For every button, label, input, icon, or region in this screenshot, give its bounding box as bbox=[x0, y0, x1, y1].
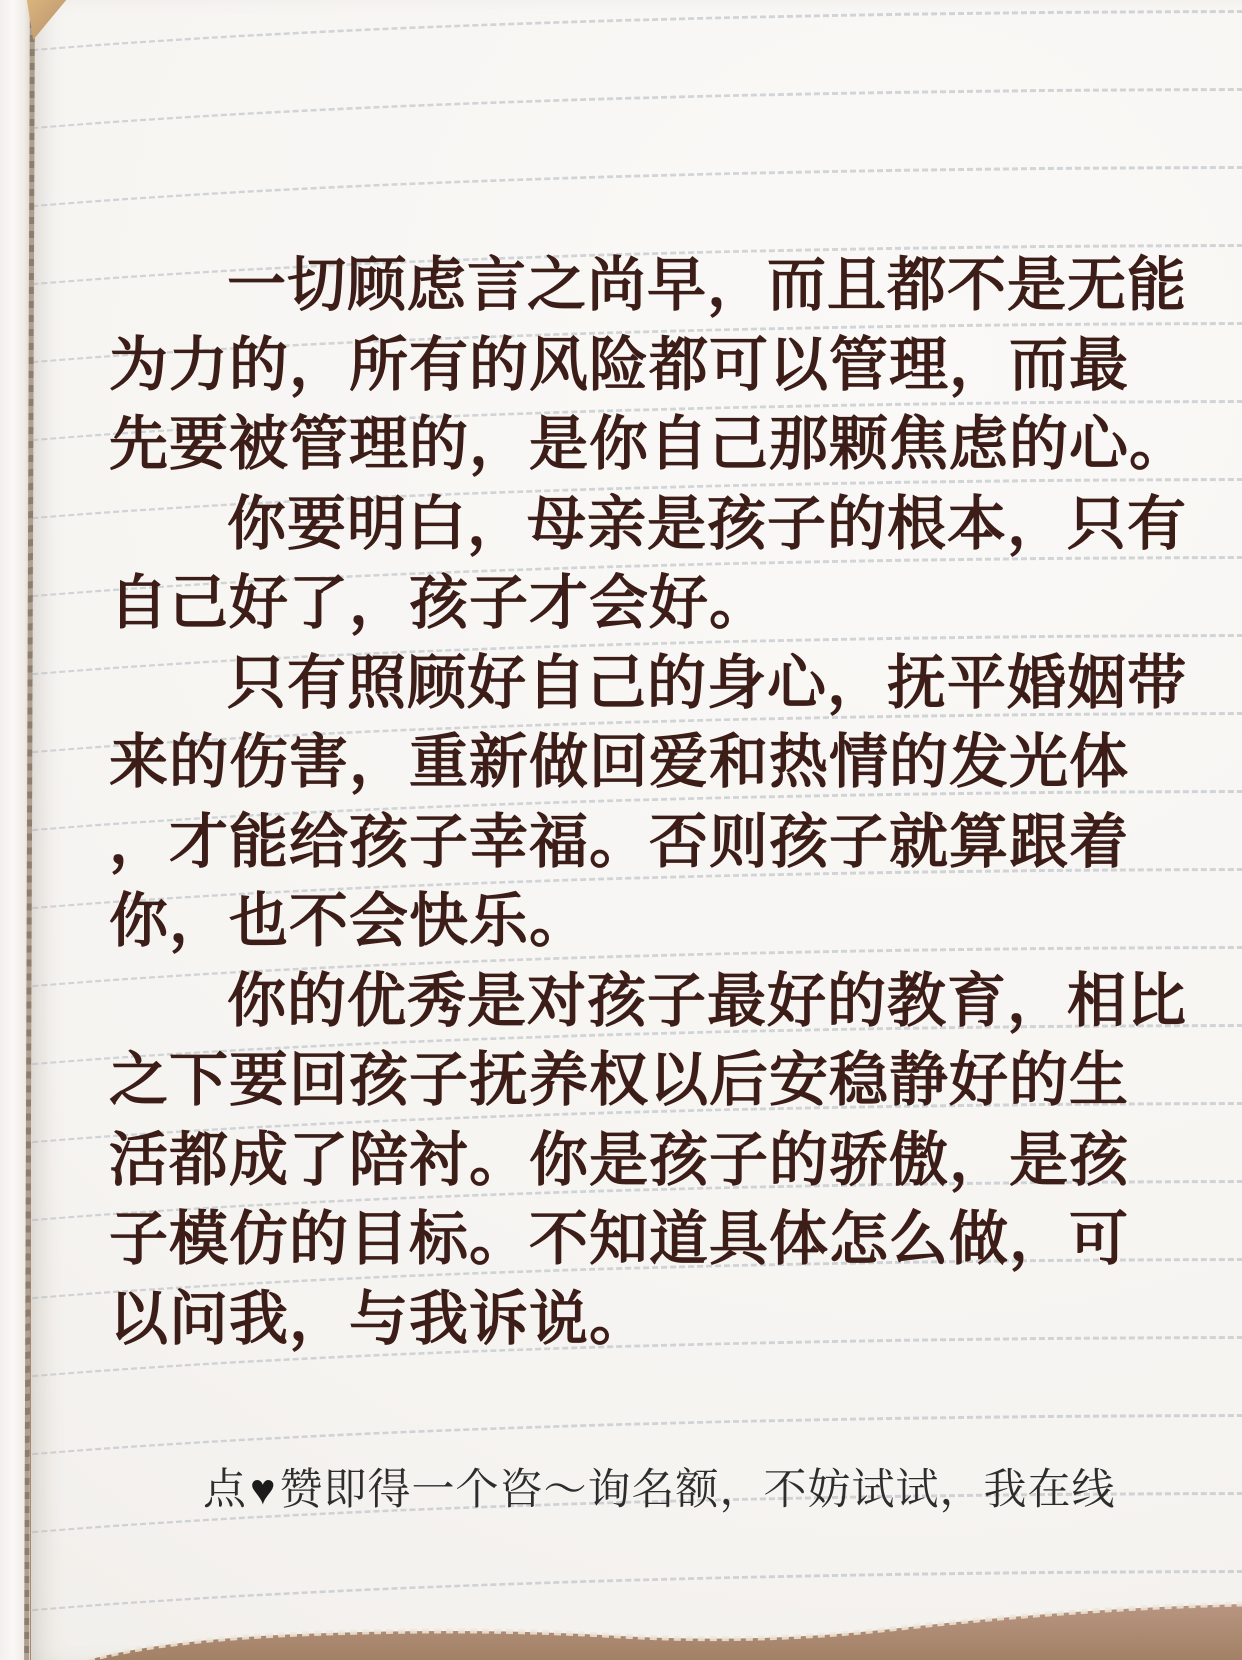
text-line: 只有照顾好自己的身心，抚平婚姻带 bbox=[227, 649, 1188, 716]
text-line: 你，也不会快乐。 bbox=[109, 888, 590, 954]
text-line: 你要明白，母亲是孩子的根本，只有 bbox=[227, 490, 1188, 557]
text-line: 之下要回孩子抚养权以后安稳静好的生 bbox=[109, 1047, 1130, 1113]
text-line: 先要被管理的，是你自己那颗焦虑的心。 bbox=[109, 411, 1190, 477]
caption-suffix: 赞即得一个咨～询名额，不妨试试，我在线 bbox=[279, 1466, 1116, 1514]
text-line: 自己好了，孩子才会好。 bbox=[109, 570, 770, 636]
text-line: 以问我，与我诉说。 bbox=[109, 1285, 650, 1352]
text-line: ，才能给孩子幸福。否则孩子就算跟着 bbox=[109, 808, 1130, 875]
heart-icon: ♥ bbox=[250, 1466, 277, 1514]
text-line: 子模仿的目标。不知道具体怎么做，可 bbox=[109, 1206, 1130, 1272]
text-line: 一切顾虑言之尚早，而且都不是无能 bbox=[227, 252, 1188, 318]
desk-surface bbox=[0, 1565, 1242, 1660]
text-line: 你的优秀是对孩子最好的教育，相比 bbox=[227, 967, 1188, 1034]
caption bbox=[203, 1464, 1116, 1516]
caption-prefix: 点 bbox=[203, 1466, 247, 1514]
article-text bbox=[109, 246, 1189, 1359]
notebook-page bbox=[31, 0, 1242, 1660]
text-line: 来的伤害，重新做回爱和热情的发光体 bbox=[109, 729, 1130, 795]
text-line: 活都成了陪衬。你是孩子的骄傲，是孩 bbox=[109, 1126, 1130, 1193]
text-line: 为力的，所有的风险都可以管理，而最 bbox=[109, 331, 1130, 398]
